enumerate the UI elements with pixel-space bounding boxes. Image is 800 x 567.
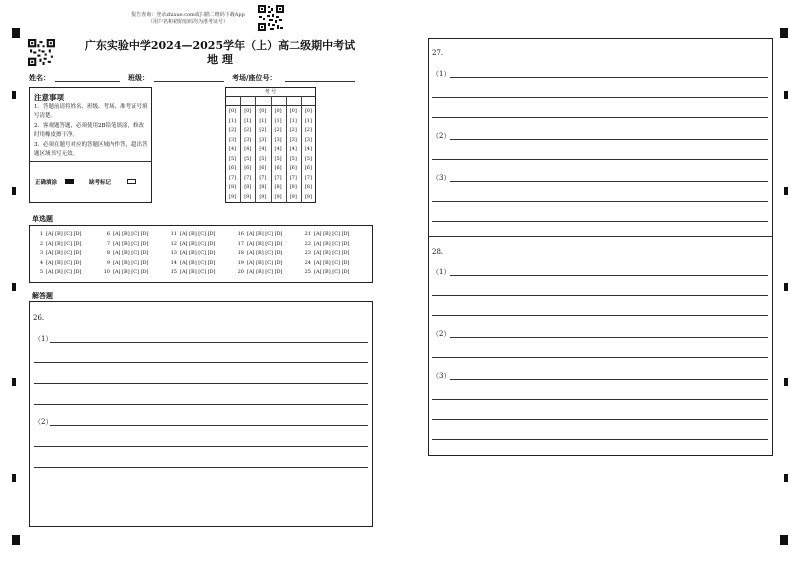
question-number: 15 (170, 269, 177, 276)
student-qr-code (28, 39, 55, 66)
question-number: 16 (237, 231, 244, 237)
exam-id-bubble[interactable]: [9] (259, 193, 267, 200)
single-choice-question[interactable] (101, 269, 149, 275)
exam-id-bubble[interactable]: [6] (304, 165, 312, 171)
question-number: 25 (304, 269, 311, 276)
single-choice-question[interactable] (168, 269, 216, 275)
q28-line-2[interactable] (432, 295, 768, 296)
exam-subject: 地 理 (207, 53, 233, 66)
exam-id-bubble[interactable]: [2] (229, 127, 237, 133)
single-choice-question[interactable] (168, 231, 216, 237)
exam-id-bubble[interactable]: [0] (244, 108, 252, 114)
exam-id-bubble[interactable]: [2] (289, 127, 297, 133)
q26-line-7[interactable] (34, 467, 368, 468)
q26-sub1-label: （1） (34, 335, 53, 343)
exam-id-bubble[interactable]: [1] (244, 117, 252, 124)
exam-title: 广东实验中学2024—2025学年（上）高二级期中考试 (84, 39, 356, 52)
q28-line-9[interactable] (432, 439, 768, 440)
registration-mark-tl (12, 28, 20, 38)
class-field[interactable] (154, 81, 224, 82)
notice-title: 注意事项 (34, 93, 64, 102)
question-number: 8 (106, 250, 110, 257)
exam-id-bubble[interactable]: [3] (244, 136, 252, 143)
question-number: 7 (106, 240, 110, 247)
exam-id-bubble[interactable]: [0] (229, 108, 237, 114)
exam-id-bubble[interactable]: [2] (244, 127, 252, 133)
answer-options[interactable]: [A] [B] [C] [D] (247, 269, 283, 276)
q27-sub1-label: （1） (432, 70, 451, 78)
exam-id-bubble[interactable]: [8] (289, 184, 297, 190)
exam-id-bubble[interactable]: [6] (244, 165, 252, 171)
exam-id-bubble[interactable]: [7] (244, 174, 252, 181)
question-number: 17 (237, 240, 244, 247)
q28-line-8[interactable] (432, 419, 768, 420)
q26-line-2[interactable] (34, 362, 368, 363)
exam-id-bubble[interactable]: [3] (259, 136, 267, 143)
q28-sub1-label: （1） (432, 268, 451, 276)
class-label: 班级： (128, 73, 149, 82)
q27-line-3[interactable] (432, 117, 768, 118)
answer-options[interactable]: [A] [B] [C] [D] (314, 259, 350, 266)
question-number: 10 (103, 269, 110, 276)
registration-mark-br (780, 535, 788, 545)
exam-id-bubble[interactable]: [5] (244, 155, 252, 162)
exam-id-bubble[interactable]: [9] (244, 193, 252, 200)
exam-id-bubble[interactable]: [9] (304, 193, 312, 200)
single-choice-question[interactable] (302, 241, 350, 247)
exam-id-bubble[interactable]: [5] (259, 155, 267, 162)
q27-line-7[interactable] (432, 201, 768, 202)
question-number: 21 (304, 231, 311, 237)
answer-options[interactable]: [A] [B] [C] [D] (113, 250, 149, 257)
report-query-text: 报告查询：登录zhixue.com或扫描二维码下载App (131, 12, 245, 18)
question-number: 19 (237, 259, 244, 266)
answer-options[interactable]: [A] [B] [C] [D] (247, 259, 283, 266)
exam-id-bubble[interactable]: [1] (289, 117, 297, 124)
answer-options[interactable]: [A] [B] [C] [D] (180, 259, 216, 266)
exam-id-bubble[interactable]: [6] (274, 165, 282, 171)
single-choice-question[interactable] (168, 260, 216, 266)
question-number: 9 (106, 259, 110, 266)
question-number: 2 (39, 240, 43, 247)
answer-options[interactable]: [A] [B] [C] [D] (180, 269, 216, 276)
q27-sub3-line[interactable] (450, 181, 768, 182)
exam-id-bubble[interactable]: [4] (304, 146, 312, 152)
answer-options[interactable]: [A] [B] [C] [D] (314, 231, 350, 237)
q26-box (29, 301, 373, 527)
question-number: 22 (304, 240, 311, 247)
q26-line-3[interactable] (34, 383, 368, 384)
exam-id-bubble[interactable]: [2] (259, 127, 267, 133)
q28-line-5[interactable] (432, 357, 768, 358)
q26-sub2-line[interactable] (50, 425, 368, 426)
exam-id-bubble[interactable]: [0] (259, 108, 267, 114)
question-number: 13 (170, 250, 177, 257)
question-number: 3 (39, 250, 43, 257)
single-choice-question[interactable] (101, 231, 149, 237)
exam-id-bubble[interactable]: [9] (289, 193, 297, 200)
q27-line-8[interactable] (432, 221, 768, 222)
q28-sub3-line[interactable] (450, 379, 768, 380)
answer-options[interactable]: [A] [B] [C] [D] (46, 250, 82, 257)
exam-id-bubble[interactable]: [3] (274, 136, 282, 143)
exam-id-bubble[interactable]: [2] (274, 127, 282, 133)
exam-id-bubble[interactable]: [1] (259, 117, 267, 124)
answer-section-title: 解答题 (32, 291, 53, 300)
answer-options[interactable]: [A] [B] [C] [D] (113, 269, 149, 276)
q26-sub2-label: （2） (34, 418, 53, 426)
q27-sub2-label: （2） (432, 132, 451, 140)
question-number: 18 (237, 250, 244, 257)
answer-options[interactable]: [A] [B] [C] [D] (46, 269, 82, 276)
q28-number: 28. (432, 248, 444, 256)
exam-id-bubble[interactable]: [4] (289, 146, 297, 152)
answer-options[interactable]: [A] [B] [C] [D] (46, 240, 82, 247)
exam-id-bubble[interactable]: [5] (229, 155, 237, 162)
exam-id-bubble[interactable]: [5] (304, 155, 312, 162)
exam-id-bubble[interactable]: [6] (229, 165, 237, 171)
question-number: 1 (39, 231, 43, 237)
question-number: 5 (39, 269, 43, 276)
notice-divider (29, 161, 152, 162)
notice-item-3: 3．必须在题号对应的答题区域内作答，超出答题区域书写无效。 (34, 142, 148, 157)
q27-line-5[interactable] (432, 159, 768, 160)
q28-line-7[interactable] (432, 399, 768, 400)
exam-id-bubble[interactable]: [0] (289, 108, 297, 114)
report-query-note: （用户名和初始密码均为准考证号） (147, 19, 228, 25)
notice-item-1: 1．答题前请将姓名、班级、考场、准考证号填写清楚。 (34, 104, 148, 119)
absent-mark-label: 缺考标记 (89, 180, 112, 186)
single-choice-question[interactable] (302, 250, 350, 256)
correct-fill-label: 正确填涂 (35, 180, 58, 186)
right-answer-box (428, 38, 773, 456)
question-number: 23 (304, 250, 311, 257)
question-number: 11 (170, 231, 177, 237)
question-number: 14 (170, 259, 177, 266)
answer-options[interactable]: [A] [B] [C] [D] (247, 231, 283, 237)
q28-sub1-line[interactable] (450, 275, 768, 276)
single-choice-question[interactable] (235, 260, 283, 266)
edge-mark-right-5 (784, 474, 788, 482)
edge-mark-right-4 (784, 378, 788, 386)
single-choice-question[interactable] (302, 260, 350, 266)
exam-id-bubble[interactable]: [7] (229, 174, 237, 181)
single-choice-question[interactable] (168, 250, 216, 256)
q28-sub3-label: （3） (432, 372, 451, 380)
registration-mark-tr (780, 28, 788, 38)
answer-options[interactable]: [A] [B] [C] [D] (46, 231, 82, 237)
single-choice-question[interactable] (34, 260, 82, 266)
room-seat-field[interactable] (285, 81, 355, 82)
single-choice-question[interactable] (235, 241, 283, 247)
exam-id-bubble[interactable]: [5] (289, 155, 297, 162)
single-choice-question[interactable] (235, 231, 283, 237)
question-number: 20 (237, 269, 244, 276)
exam-id-bubble[interactable]: [6] (259, 165, 267, 171)
exam-id-bubble[interactable]: [3] (289, 136, 297, 143)
q27-line-2[interactable] (432, 97, 768, 98)
single-choice-question[interactable] (302, 231, 350, 237)
q28-sub2-line[interactable] (450, 337, 768, 338)
exam-id-bubble[interactable]: [3] (304, 136, 312, 143)
answer-options[interactable]: [A] [B] [C] [D] (247, 240, 283, 247)
answer-options[interactable]: [A] [B] [C] [D] (180, 250, 216, 257)
exam-id-bubble[interactable]: [9] (274, 193, 282, 200)
exam-id-bubble[interactable]: [4] (229, 146, 237, 152)
q26-line-6[interactable] (34, 446, 368, 447)
single-choice-question[interactable] (101, 241, 149, 247)
q27-q28-divider (428, 236, 773, 237)
answer-options[interactable]: [A] [B] [C] [D] (180, 240, 216, 247)
exam-id-bubble[interactable]: [7] (304, 174, 312, 181)
exam-id-bubble[interactable]: [1] (274, 117, 282, 124)
answer-options[interactable]: [A] [B] [C] [D] (314, 240, 350, 247)
single-choice-question[interactable] (235, 250, 283, 256)
q26-line-4[interactable] (34, 404, 368, 405)
notice-item-2: 2．客观题答题，必须使用2B铅笔填涂，修改时用橡皮擦干净。 (34, 123, 145, 138)
edge-mark-right-2 (784, 187, 788, 195)
single-choice-question[interactable] (235, 269, 283, 275)
app-qr-code[interactable] (258, 5, 284, 31)
exam-id-bubble[interactable]: [8] (304, 184, 312, 190)
registration-mark-bl (12, 535, 20, 545)
exam-id-bubble[interactable]: [1] (229, 117, 237, 124)
room-seat-label: 考场/座位号： (232, 73, 277, 82)
answer-options[interactable]: [A] [B] [C] [D] (180, 231, 216, 237)
exam-id-bubble[interactable]: [5] (274, 155, 282, 162)
q28-line-3[interactable] (432, 315, 768, 316)
edge-mark-left-4 (12, 378, 16, 386)
answer-options[interactable]: [A] [B] [C] [D] (314, 269, 350, 276)
absent-mark-box[interactable] (127, 179, 136, 184)
edge-mark-left-5 (12, 474, 16, 482)
q26-number: 26. (33, 314, 45, 322)
exam-id-bubble[interactable]: [1] (304, 117, 312, 124)
exam-id-bubble[interactable]: [4] (259, 146, 267, 152)
correct-fill-sample (65, 179, 74, 184)
single-choice-question[interactable] (34, 269, 82, 275)
question-number: 12 (170, 240, 177, 247)
exam-id-bubble[interactable]: [6] (289, 165, 297, 171)
edge-mark-right-3 (784, 283, 788, 291)
answer-options[interactable]: [A] [B] [C] [D] (113, 240, 149, 247)
single-choice-question[interactable] (302, 269, 350, 275)
question-number: 4 (39, 259, 43, 266)
exam-id-bubble[interactable]: [9] (229, 193, 237, 200)
q26-sub1-line[interactable] (50, 342, 368, 343)
single-choice-question[interactable] (34, 231, 82, 237)
answer-options[interactable]: [A] [B] [C] [D] (247, 250, 283, 257)
single-choice-question[interactable] (34, 250, 82, 256)
single-choice-question[interactable] (34, 241, 82, 247)
exam-id-bubble[interactable]: [4] (274, 146, 282, 152)
q27-sub2-line[interactable] (450, 139, 768, 140)
exam-id-bubble[interactable]: [7] (259, 174, 267, 181)
exam-id-bubble[interactable]: [8] (244, 184, 252, 190)
exam-id-bubble[interactable]: [8] (259, 184, 267, 190)
exam-id-bubble[interactable]: [7] (289, 174, 297, 181)
q27-number: 27. (432, 49, 444, 57)
q28-sub2-label: （2） (432, 330, 451, 338)
name-label: 姓名： (29, 73, 50, 82)
edge-mark-left-3 (12, 283, 16, 291)
exam-id-bubble[interactable]: [8] (229, 184, 237, 190)
name-field[interactable] (55, 81, 120, 82)
exam-id-bubble[interactable]: [2] (304, 127, 312, 133)
edge-mark-left-2 (12, 187, 16, 195)
exam-id-bubble[interactable]: [7] (274, 174, 282, 181)
edge-mark-right-1 (784, 91, 788, 99)
exam-id-bubble[interactable]: [3] (229, 136, 237, 143)
answer-options[interactable]: [A] [B] [C] [D] (113, 259, 149, 266)
edge-mark-left-1 (12, 91, 16, 99)
single-choice-question[interactable] (101, 250, 149, 256)
single-choice-question[interactable] (101, 260, 149, 266)
question-number: 24 (304, 259, 311, 266)
exam-id-label: 考 号 (264, 89, 277, 95)
single-choice-question[interactable] (168, 241, 216, 247)
single-choice-title: 单选题 (32, 214, 53, 223)
answer-options[interactable]: [A] [B] [C] [D] (46, 259, 82, 266)
exam-id-bubble[interactable]: [0] (274, 108, 282, 114)
answer-options[interactable]: [A] [B] [C] [D] (113, 231, 149, 237)
question-number: 6 (106, 231, 110, 237)
exam-id-bubble[interactable]: [4] (244, 146, 252, 152)
exam-id-bubble[interactable]: [8] (274, 184, 282, 190)
q27-sub1-line[interactable] (450, 77, 768, 78)
q27-sub3-label: （3） (432, 174, 451, 182)
answer-options[interactable]: [A] [B] [C] [D] (314, 250, 350, 257)
exam-id-bubble[interactable]: [0] (304, 108, 312, 114)
